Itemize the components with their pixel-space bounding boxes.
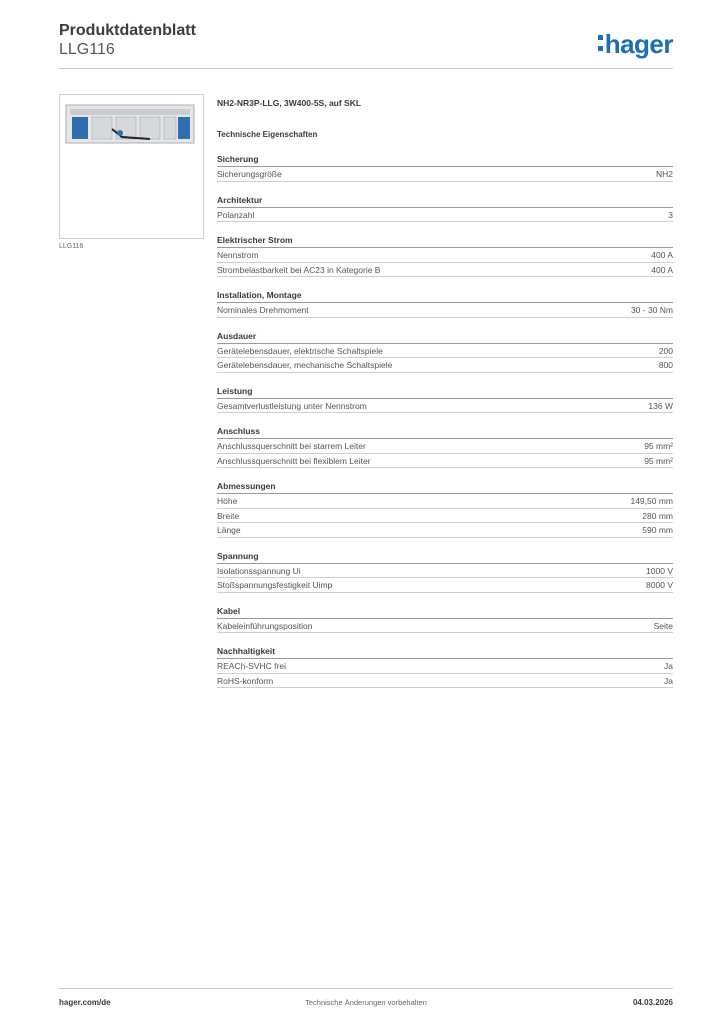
hager-logo [598,29,673,59]
content-area [217,97,673,688]
logo-text: hager [604,29,673,59]
footer-disclaimer: Technische Änderungen vorbehalten [305,998,427,1007]
footer-divider [59,988,673,989]
spec-section [217,385,673,414]
spec-label: Stoßspannungsfestigkeit Uimp [217,580,333,590]
footer-date: 04.03.2026 [632,998,673,1007]
spec-value: 136 W [648,400,673,411]
spec-label: Anschlussquerschnitt bei starrem Leiter [217,441,366,451]
spec-label: Polanzahl [217,209,255,220]
spec-row [217,208,673,223]
section-title: Leistung [217,385,673,399]
spec-row [217,454,673,469]
section-title: Architektur [217,194,673,208]
spec-value: 8000 V [646,580,673,590]
section-title: Kabel [217,605,673,619]
spec-section [217,480,673,538]
spec-label: Isolationsspannung Ui [217,565,301,576]
section-title: Anschluss [217,425,673,439]
document-subtitle: LLG116 [59,41,115,58]
spec-row [217,358,673,373]
product-photo-icon [60,95,203,238]
page-header [59,21,673,69]
section-title: Sicherung [217,153,673,167]
spec-section [217,425,673,468]
section-title: Spannung [217,550,673,564]
spec-label: Gerätelebensdauer, mechanische Schaltspiele [217,360,393,370]
spec-value: 95 mm² [644,441,673,451]
tech-properties-heading: Technische Eigenschaften [217,130,318,139]
header-divider [59,68,673,69]
spec-value: 400 A [651,264,673,275]
spec-label: Gerätelebensdauer, elektrische Schaltspiele [217,345,383,356]
spec-row [217,303,673,318]
spec-section [217,605,673,634]
spec-label: Gesamtverlustleistung unter Nennstrom [217,400,367,411]
spec-row [217,344,673,359]
spec-value: Ja [664,661,673,671]
spec-row [217,248,673,263]
spec-value: 95 mm² [644,455,673,466]
spec-label: Strombelastbarkeit bei AC23 in Kategorie B [217,264,381,275]
section-title: Installation, Montage [217,289,673,303]
product-name: NH2-NR3P-LLG, 3W400-5S, auf SKL [217,98,362,108]
spec-label: Anschlussquerschnitt bei flexiblem Leiter [217,455,371,466]
spec-value: 200 [658,345,673,356]
spec-row [217,167,673,182]
spec-label: Nennstrom [217,250,259,260]
spec-value: 800 [658,360,673,370]
spec-row [217,399,673,414]
spec-value: 3 [668,209,673,220]
document-title: Produktdatenblatt [59,22,196,39]
spec-section [217,645,673,688]
spec-label: Breite [217,510,240,521]
section-title: Nachhaltigkeit [217,645,673,659]
spec-section [217,550,673,593]
spec-sections [217,153,673,688]
spec-row [217,619,673,634]
spec-label: Nominales Drehmoment [217,305,309,315]
spec-section [217,330,673,373]
footer-website: hager.com/de [59,998,111,1007]
spec-row [217,674,673,689]
spec-value: Seite [653,620,673,631]
spec-section [217,289,673,318]
spec-value: 590 mm [642,525,673,535]
spec-row [217,263,673,278]
spec-label: Höhe [217,496,238,506]
spec-value: 1000 V [646,565,673,576]
spec-row [217,494,673,509]
spec-label: Sicherungsgröße [217,169,282,179]
spec-value: NH2 [655,169,673,179]
spec-row [217,564,673,579]
spec-value: 280 mm [642,510,673,521]
logo-dots-icon [598,29,603,51]
spec-row [217,659,673,674]
spec-section [217,234,673,277]
spec-value: 400 A [651,250,673,260]
spec-label: Länge [217,525,241,535]
section-title: Abmessungen [217,480,673,494]
spec-row [217,578,673,593]
spec-value: 30 - 30 Nm [630,305,673,315]
spec-label: RoHS-konform [217,675,274,686]
spec-section [217,194,673,223]
spec-value: Ja [664,675,673,686]
image-caption: LLG116 [59,243,84,250]
section-title: Ausdauer [217,330,673,344]
spec-row [217,523,673,538]
spec-section [217,153,673,182]
spec-value: 149,50 mm [630,496,673,506]
spec-row [217,509,673,524]
section-title: Elektrischer Strom [217,234,673,248]
product-image [59,94,204,239]
spec-row [217,439,673,454]
spec-label: REACh-SVHC frei [217,661,286,671]
spec-label: Kabeleinführungsposition [217,620,313,631]
